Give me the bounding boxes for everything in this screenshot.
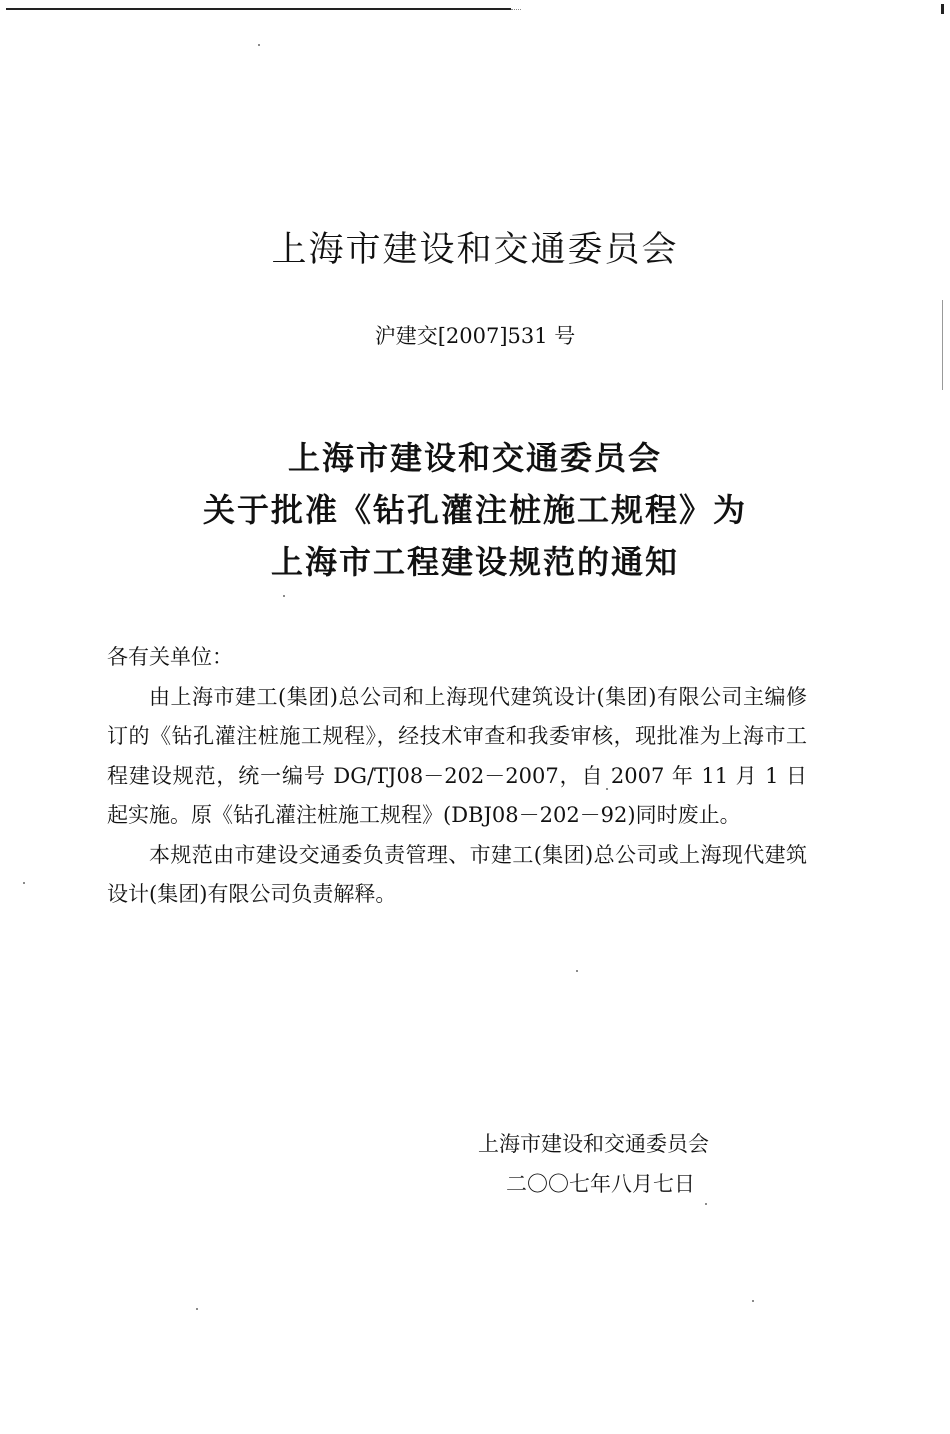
scan-edge-mark (941, 4, 944, 14)
scan-top-rule-faint (511, 9, 521, 10)
agency-header: 上海市建设和交通委员会 (271, 230, 679, 270)
scan-speck (576, 970, 578, 972)
notice-title-line: 上海市工程建设规范的通知 (270, 543, 679, 581)
scan-speck (196, 1308, 198, 1310)
scan-speck (23, 882, 25, 884)
scan-top-rule (6, 8, 511, 10)
body-paragraph: 本规范由市建设交通委负责管理、市建工(集团)总公司或上海现代建筑设计(集团)有限公司负责解释。 (107, 842, 807, 906)
salutation: 各有关单位： (107, 645, 233, 669)
body-paragraph: 由上海市建工(集团)总公司和上海现代建筑设计(集团)有限公司主编修订的《钻孔灌注桩施工规程》，经技术审查和我委审核，现批准为上海市工程建设规范，统一编号 DG/TJ08－202－2007，自 2007 年 11 月 1 日起实施。原《钻孔灌注桩施工规程》(DBJ08－202－92)同时废止。 (107, 684, 807, 827)
scan-speck (258, 44, 260, 46)
scan-speck (752, 1300, 754, 1302)
document-number: 沪建交[2007]531 号 (374, 324, 576, 348)
notice-title-line: 关于批准《钻孔灌注桩施工规程》为 (202, 491, 747, 529)
signature-block (478, 1124, 778, 1204)
notice-title (0, 432, 950, 588)
signature-date: 二〇〇七年八月七日 (506, 1172, 695, 1196)
signature-organization: 上海市建设和交通委员会 (478, 1132, 709, 1156)
notice-body (107, 638, 807, 915)
notice-title-line: 上海市建设和交通委员会 (287, 439, 662, 477)
scan-speck (283, 595, 285, 597)
